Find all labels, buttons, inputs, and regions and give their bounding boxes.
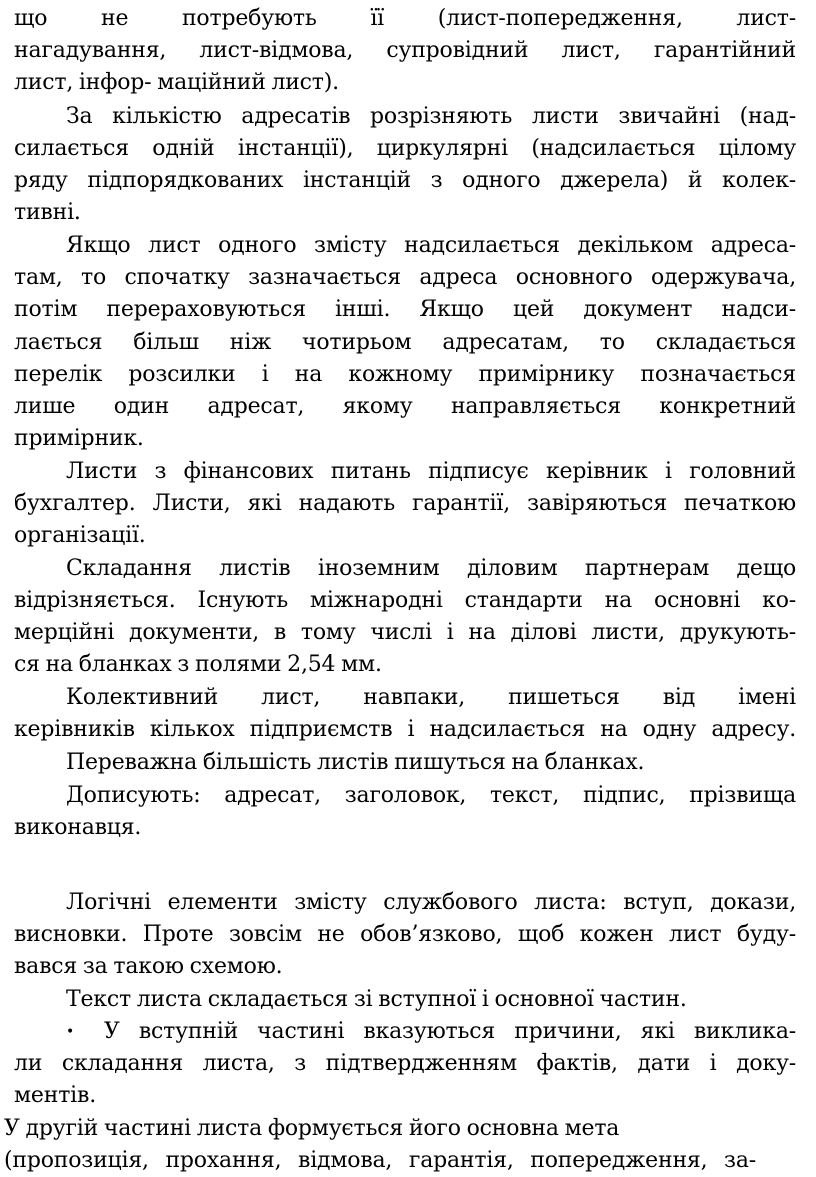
text-line: бухгалтер. Листи, які надають гарантії, завіряються печаткою bbox=[14, 491, 796, 516]
text-line: У другій частині листа формується його основна мета bbox=[4, 1116, 620, 1141]
text-line: лише один адресат, якому направляється конкретний bbox=[14, 394, 796, 419]
text-line: Колективний лист, навпаки, пишеться від імені bbox=[66, 685, 796, 710]
text-line: Якщо лист одного змісту надсилається декільком адреса- bbox=[66, 233, 796, 258]
text-line: керівників кількох підприємств і надсилається на одну адресу. bbox=[14, 717, 796, 742]
bullet-icon: • bbox=[66, 1024, 75, 1040]
text-line: примірник. bbox=[14, 426, 144, 451]
text-line: силається одній інстанції), циркулярні (надсилається цілому bbox=[14, 136, 796, 161]
text-line: Складання листів іноземним діловим партнерам дещо bbox=[66, 556, 796, 581]
text-line: там, то спочатку зазначається адреса основного одержувача, bbox=[14, 265, 796, 290]
text-line: виконавця. bbox=[14, 815, 142, 840]
text-line: висновки. Проте зовсім не обов’язково, щоб кожен лист буду- bbox=[14, 922, 796, 947]
text-line: ли складання листа, з підтвердженням фактів, дати і доку- bbox=[14, 1051, 796, 1076]
text-line: лається більш ніж чотирьом адресатам, то складається bbox=[14, 330, 796, 355]
text-line: перелік розсилки і на кожному примірнику позначається bbox=[14, 362, 796, 387]
text-line: За кількістю адресатів розрізняють листи звичайні (над- bbox=[66, 104, 796, 129]
text-line: Логічні елементи змісту службового листа: вступ, докази, bbox=[66, 890, 796, 915]
text-line: Листи з фінансових питань підписує керівник і головний bbox=[66, 459, 796, 484]
text-line: тивні. bbox=[14, 200, 81, 225]
text-line: (пропозиція, прохання, відмова, гарантія, попередження, за- bbox=[4, 1148, 756, 1173]
text-line: У вступній частині вказуються причини, які виклика- bbox=[104, 1019, 796, 1044]
text-line: ряду підпорядкованих інстанцій з одного джерела) й колек- bbox=[14, 168, 796, 193]
text-line: організації. bbox=[14, 523, 146, 548]
text-line: Текст листа складається зі вступної і основної частин. bbox=[66, 987, 687, 1012]
text-line: відрізняється. Існують міжнародні стандарти на основні ко- bbox=[14, 588, 796, 613]
text-line: вався за такою схемою. bbox=[14, 954, 283, 979]
text-line: мерційні документи, в тому числі і на ділові листи, друкують- bbox=[14, 620, 796, 645]
text-line: Дописують: адресат, заголовок, текст, підпис, прізвища bbox=[66, 783, 796, 808]
text-line: ментів. bbox=[14, 1083, 96, 1108]
text-line: потім перераховуються інші. Якщо цей документ надси- bbox=[14, 297, 796, 322]
text-line: лист, інфор- маційний лист). bbox=[14, 70, 339, 95]
text-line: Переважна більшість листів пишуться на бланках. bbox=[66, 750, 645, 775]
text-line: ся на бланках з полями 2,54 мм. bbox=[14, 652, 382, 677]
text-line: нагадування, лист-відмова, супровідний лист, гарантійний bbox=[14, 38, 796, 63]
text-line: що не потребують її (лист-попередження, лист- bbox=[14, 6, 796, 31]
